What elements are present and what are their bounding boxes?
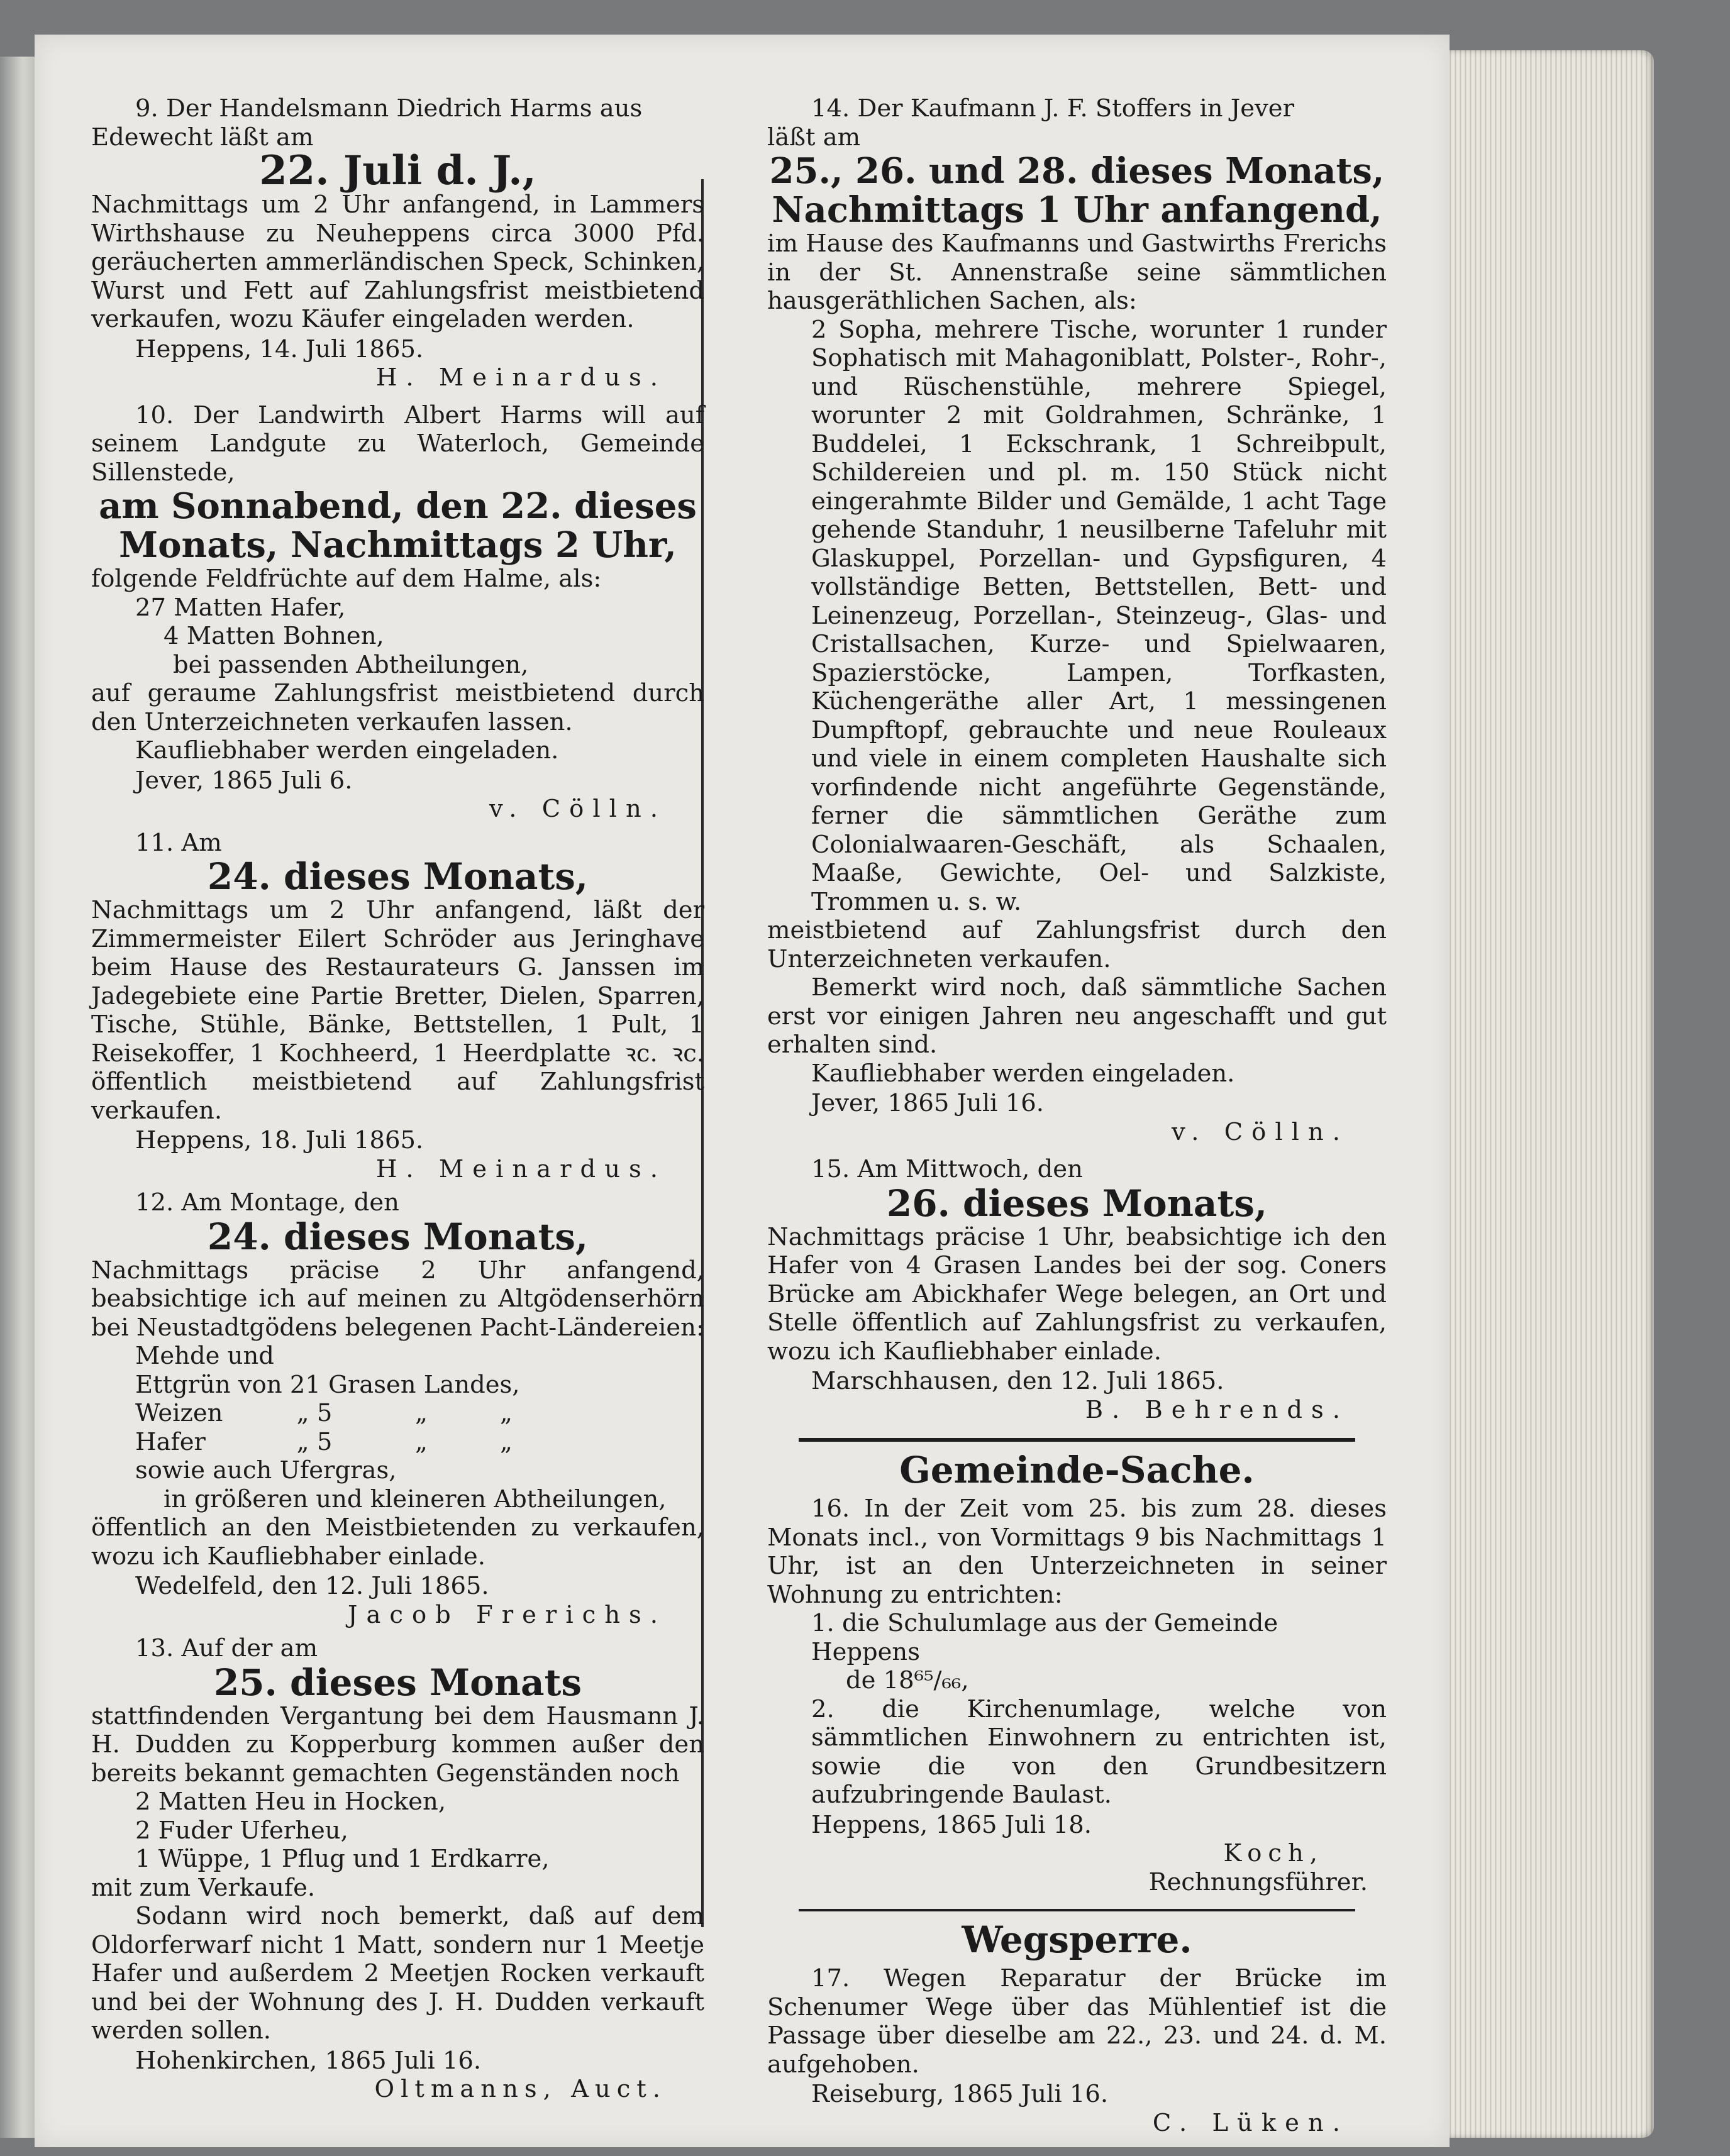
notice-14-list: 2 Sopha, mehrere Tische, worunter 1 runder Sophatisch mit Mahagoniblatt, Polster-, Rohr-, und Rüschenstühle, mehrere Spiegel, worunter 2 mit Goldrahmen, Schränke, 1 Buddelei, 1 Eckschrank, 1 Schreibpult, Schildereien und pl. m. 150 Stück nicht eingerahmte Bilder und Gemälde, 1 acht Tage gehende Standuhr, 1 neusilberne Tafeluhr mit Glaskuppel, Porzellan- und Gypsfiguren, 4 vollständige Betten, Bettstellen, Bett- und Leinenzeug, Porzellan-, Steinzeug-, Glas- und Cristallsachen, Kurze- und Spielwaaren, Spazierstöcke, Lampen, Torfkasten, Küchengeräthe aller Art, 1 messingenen Dumpftopf, gebrauchte und neue Rouleaux und viele in einem completen Haushalte sich vorfindende nicht angeführte Gegenstände, ferner die sämmtlichen Geräthe zum Colonialwaaren-Geschäft, als Schaalen, Maaße, Gewichte, Oel- und Salzkiste, Trommen u. s. w. — [811, 315, 1387, 916]
previous-page-edge — [0, 57, 38, 2138]
notice-14-headline-1: 25., 26. und 28. dieses Monats, — [769, 150, 1385, 192]
section-wegsperre-title: Wegsperre. — [962, 1918, 1192, 1961]
notice-15-headline: 26. dieses Monats, — [886, 1181, 1268, 1225]
notice-12-body-2: öffentlich an den Meistbietenden zu verkaufen, wozu ich Kaufliebhaber einlade. — [91, 1513, 704, 1571]
notice-15-body: Nachmittags präcise 1 Uhr, beabsichtige ich den Hafer von 4 Grasen Landes bei der sog. Coners Brücke am Abickhafer Wege belegen, an Ort und Stelle öffentlich auf Zahlungsfrist zu verkaufen, wozu ich Kaufliebhaber einlade. — [767, 1222, 1387, 1366]
notice-11-body: Nachmittags um 2 Uhr anfangend, läßt der Zimmermeister Eilert Schröder aus Jeringhave beim Hause des Restaurateurs G. Janssen im Jadegebiete eine Partie Bretter, Dielen, Sparren, Tische, Stühle, Bänke, Bettstellen, 1 Pult, 1 Reisekoffer, 1 Kochheerd, 1 Heerdplatte ꝛc. ꝛc. öffentlich meistbietend auf Zahlungsfrist verkaufen. — [91, 896, 704, 1125]
notice-13-date: Hohenkirchen, 1865 Juli 16. — [135, 2046, 482, 2075]
notice-12-item-row — [91, 1342, 704, 1371]
notice-13-intro: 13. Auf der am — [135, 1634, 318, 1662]
section-divider — [799, 1909, 1355, 1911]
notice-10-item-1: 27 Matten Hafer, — [135, 593, 346, 622]
notice-13-tail: mit zum Verkaufe. — [91, 1873, 316, 1902]
right-column — [767, 94, 1387, 2142]
notice-14-date: Jever, 1865 Juli 16. — [811, 1089, 1044, 1117]
section-gemeinde — [767, 1446, 1387, 1896]
notice-12-item-row — [91, 1399, 704, 1428]
notice-9-line-2: Edewecht läßt am — [91, 123, 314, 152]
notice-11-date: Heppens, 18. Juli 1865. — [135, 1126, 424, 1154]
notice-9-date: Heppens, 14. Juli 1865. — [135, 334, 424, 363]
notice-14-signature: v. Cölln. — [1172, 1117, 1349, 1146]
notice-11-signature: H. Meinardus. — [375, 1154, 667, 1183]
notice-11-intro: 11. Am — [135, 828, 222, 857]
notice-12 — [91, 1188, 704, 1629]
notice-10-date: Jever, 1865 Juli 6. — [135, 766, 353, 795]
notice-12-headline: 24. dieses Monats, — [207, 1215, 589, 1258]
notice-12-signature: Jacob Frerichs. — [348, 1600, 667, 1629]
notice-10-body: auf geraume Zahlungsfrist meistbietend durch den Unterzeichneten verkaufen lassen. — [91, 679, 704, 736]
notice-13-item-3: 1 Wüppe, 1 Pflug und 1 Erdkarre, — [135, 1845, 550, 1873]
section-wegsperre-date: Reiseburg, 1865 Juli 16. — [811, 2080, 1109, 2108]
notice-12-ditto: „ — [500, 1427, 513, 1456]
notice-14-note: Bemerkt wird noch, daß sämmtliche Sachen erst vor einigen Jahren neu angeschafft und gut erhalten sind. — [767, 973, 1387, 1059]
notice-9-line-1: 9. Der Handelsmann Diedrich Harms aus — [135, 94, 643, 123]
notice-13 — [91, 1634, 704, 2104]
notice-12-body: Nachmittags präcise 2 Uhr anfangend, beabsichtige ich auf meinen zu Altgödenserhörn bei Neustadtgödens belegenen Pacht-Ländereien: — [91, 1256, 704, 1342]
notice-12-date: Wedelfeld, den 12. Juli 1865. — [135, 1572, 489, 1600]
notice-12-ditto: „ — [415, 1427, 428, 1456]
notice-13-body: stattfindenden Vergantung bei dem Hausmann J. H. Dudden zu Kopperburg kommen außer den bereits bekannt gemachten Gegenständen noch — [91, 1701, 704, 1788]
notice-9-headline: 22. Juli d. J., — [259, 147, 536, 194]
section-gemeinde-body: 16. In der Zeit vom 25. bis zum 28. dieses Monats incl., von Vormittags 9 bis Nachmittags 1 Uhr, ist an den Unterzeichneten in seiner Wohnung zu entrichten: — [767, 1495, 1387, 1609]
notice-10-headline-1: am Sonnabend, den 22. dieses — [99, 485, 697, 527]
section-gemeinde-item-1-year: de 18⁶⁵/₆₆, — [846, 1666, 969, 1694]
notice-15-date: Marschhausen, den 12. Juli 1865. — [811, 1367, 1224, 1395]
section-wegsperre-signature: C. Lüken. — [1152, 2108, 1349, 2137]
notice-10-headline-2: Monats, Nachmittags 2 Uhr, — [119, 524, 677, 566]
notice-12-ditto: „ — [415, 1399, 428, 1427]
notice-12-item-row — [91, 1371, 704, 1400]
notice-12-item-label: Hafer — [135, 1427, 206, 1456]
left-column — [91, 94, 704, 2109]
notice-12-item-label: Ettgrün von 21 Grasen Landes, — [135, 1370, 520, 1399]
section-gemeinde-item-1: 1. die Schulumlage aus der Gemeinde Heppens — [811, 1609, 1278, 1666]
notice-10-signature: v. Cölln. — [489, 795, 667, 823]
section-wegsperre — [767, 1915, 1387, 2137]
notice-12-item-label: Mehde und — [135, 1342, 274, 1370]
section-gemeinde-item-2: 2. die Kirchenumlage, welche von sämmtlichen Einwohnern zu entrichten ist, sowie die von den Grundbesitzern aufzubringende Baulast. — [811, 1694, 1387, 1809]
notice-12-intro: 12. Am Montage, den — [135, 1188, 399, 1217]
notice-15-signature: B. Behrends. — [1085, 1395, 1349, 1424]
notice-12-ditto: „ 5 — [296, 1427, 333, 1456]
notice-12-sub: in größeren und kleineren Abtheilungen, — [164, 1484, 667, 1513]
notice-14-invite: Kaufliebhaber werden eingeladen. — [811, 1059, 1235, 1088]
notice-9-signature: H. Meinardus. — [375, 363, 667, 392]
notice-14-tail: meistbietend auf Zahlungsfrist durch den Unterzeichneten verkaufen. — [767, 916, 1387, 973]
notice-13-body-2: Sodann wird noch bemerkt, daß auf dem Oldorferwarf nicht 1 Matt, sondern nur 1 Meetje Hafer und außerdem 2 Meetjen Rocken verkauft und bei der Wohnung des J. H. Dudden verkauft werden sollen. — [91, 1902, 704, 2045]
notice-14-headline-2: Nachmittags 1 Uhr anfangend, — [772, 189, 1382, 231]
notice-10-item-2: 4 Matten Bohnen, — [164, 622, 384, 650]
notice-15 — [767, 1155, 1387, 1424]
notice-12-item-row — [91, 1428, 704, 1457]
notice-13-headline: 25. dieses Monats — [213, 1661, 582, 1704]
notice-9 — [91, 94, 704, 392]
notice-12-ditto: „ 5 — [296, 1399, 333, 1427]
notice-15-intro: 15. Am Mittwoch, den — [811, 1155, 1083, 1183]
notice-14-line-1: 14. Der Kaufmann J. F. Stoffers in Jever — [811, 94, 1294, 123]
notice-10-lead: folgende Feldfrüchte auf dem Halme, als: — [91, 565, 602, 593]
notice-9-body: Nachmittags um 2 Uhr anfangend, in Lammers Wirthshause zu Neuheppens circa 3000 Pfd. geräucherten ammerländischen Speck, Schinken, Wurst und Fett auf Zahlungsfrist meistbietend verkaufen, wozu Käufer eingeladen werden. — [91, 191, 704, 333]
book-page-stack — [1446, 50, 1654, 2138]
notice-11-headline: 24. dieses Monats, — [207, 855, 589, 898]
notice-10 — [91, 401, 704, 824]
section-gemeinde-signature: Koch, — [1223, 1839, 1324, 1867]
notice-10-invite: Kaufliebhaber werden eingeladen. — [135, 736, 559, 765]
notice-12-item-label: Weizen — [135, 1399, 223, 1427]
notice-13-item-2: 2 Fuder Uferheu, — [135, 1816, 348, 1845]
notice-14 — [767, 94, 1387, 1146]
newspaper-page — [35, 35, 1450, 2147]
notice-11 — [91, 829, 704, 1184]
notice-12-ditto: „ — [500, 1399, 513, 1427]
section-gemeinde-date: Heppens, 1865 Juli 18. — [811, 1810, 1092, 1839]
section-gemeinde-title: Gemeinde-Sache. — [899, 1449, 1255, 1491]
section-wegsperre-body: 17. Wegen Reparatur der Brücke im Schenumer Wege über das Mühlentief ist die Passage über dieselbe am 22., 23. und 24. d. M. aufgehoben. — [767, 1964, 1387, 2079]
notice-14-line-2: läßt am — [767, 123, 861, 152]
section-divider — [799, 1438, 1355, 1442]
notice-13-item-1: 2 Matten Heu in Hocken, — [135, 1788, 446, 1816]
notice-14-body: im Hause des Kaufmanns und Gastwirths Frerichs in der St. Annenstraße seine sämmtlichen hausgeräthlichen Sachen, als: — [767, 229, 1387, 315]
section-gemeinde-role: Rechnungsführer. — [1148, 1867, 1368, 1896]
notice-10-item-3: bei passenden Abtheilungen, — [173, 650, 529, 679]
notice-12-extra: sowie auch Ufergras, — [135, 1456, 397, 1484]
notice-10-intro: 10. Der Landwirth Albert Harms will auf seinem Landgute zu Waterloch, Gemeinde Sillenstede, — [91, 401, 704, 487]
notice-13-signature: Oltmanns, Auct. — [374, 2075, 667, 2103]
